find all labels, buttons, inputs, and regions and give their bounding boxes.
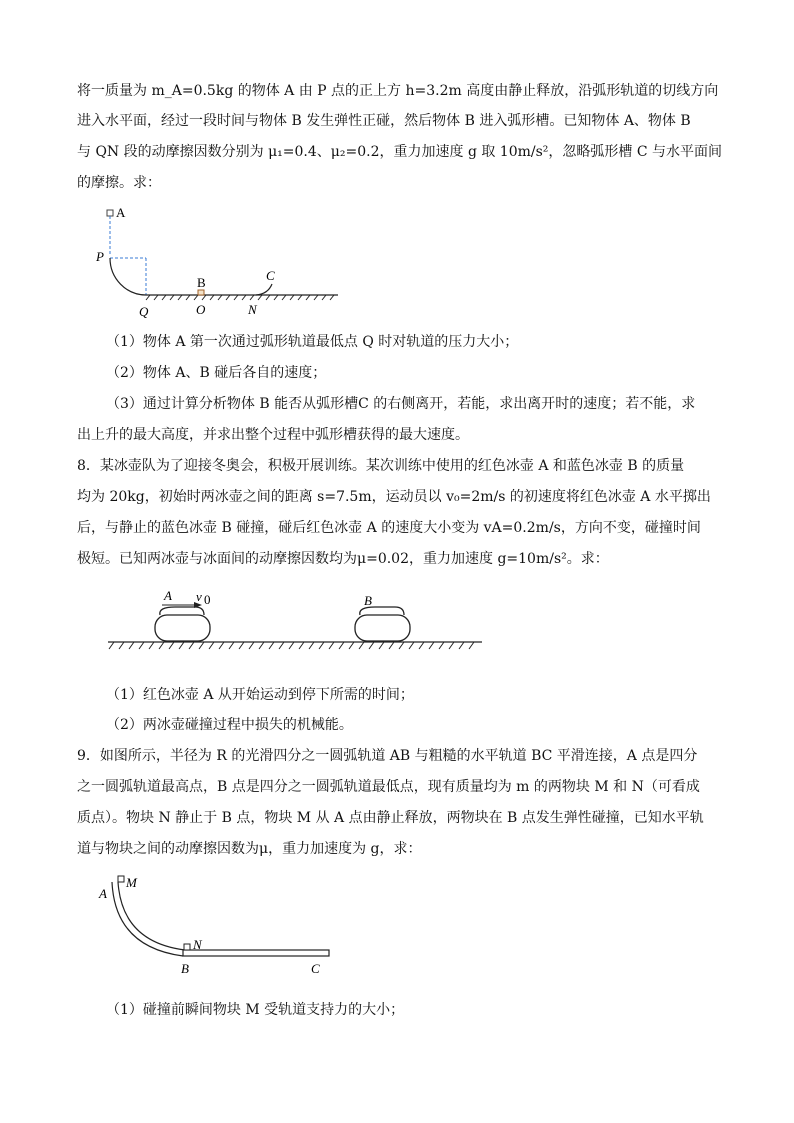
label-c: C [311,961,320,976]
horizontal-track [183,950,329,956]
stone-a-body [155,615,210,641]
problem7-diagram [88,202,348,320]
label-p: P [96,249,104,264]
problem9-figure [95,872,340,980]
problem9-line4: 道与物块之间的动摩擦因数为μ，重力加速度为 g，求： [77,841,422,857]
arc-track-outer [118,882,185,950]
problem9-question-1: （1）碰撞前瞬间物块 M 受轨道支持力的大小； [106,1002,405,1018]
problem8-line4: 极短。已知两冰壶与冰面间的动摩擦因数均为μ=0.02，重力加速度 g=10m/s²。求： [77,551,609,567]
arc-track-inner [112,882,183,956]
problem7-figure [88,202,348,320]
problem8-diagram [100,585,490,657]
problem8-figure [100,585,490,657]
problem7-question-2: （2）物体 A、B 碰后各自的速度； [106,365,327,381]
label-a: A [99,886,107,901]
block-m [118,876,124,882]
label-b: B [364,593,372,608]
problem9-line1: 9．如图所示，半径为 R 的光滑四分之一圆弧轨道 AB 与粗糙的水平轨道 BC 平滑连接，A 点是四分 [77,748,698,764]
label-a: A [164,588,172,603]
block-n [184,944,190,950]
label-o: O [196,302,206,317]
label-n: N [193,937,202,952]
stone-b-body [355,615,410,641]
ground-hatching [146,295,334,300]
label-b: B [181,961,189,976]
label-c: C [266,268,275,283]
label-m: M [126,875,137,890]
problem8-line1: 8．某冰壶队为了迎接冬奥会，积极开展训练。某次训练中使用的红色冰壶 A 和蓝色冰壶 B 的质量 [77,458,685,474]
label-q: Q [139,304,149,319]
label-v0: v [196,589,202,604]
label-n: N [248,302,257,317]
problem8-line2: 均为 20kg，初始时两冰壶之间的距离 s=7.5m，运动员以 v₀=2m/s 的初速度将红色冰壶 A 水平掷出 [77,489,711,505]
problem7-line1: 将一质量为 m_A=0.5kg 的物体 A 由 P 点的正上方 h=3.2m 高度由静止释放，沿弧形轨道的切线方向 [77,83,719,99]
arc-track [110,258,146,295]
problem8-line3: 后，与静止的蓝色冰壶 B 碰撞，碰后红色冰壶 A 的速度大小变为 vA=0.2m/s，方向不变，碰撞时间 [77,520,701,536]
problem7-line3: 与 QN 段的动摩擦因数分别为 μ₁=0.4、μ₂=0.2，重力加速度 g 取 10m/s²，忽略弧形槽 C 与水平面间 [77,144,723,160]
block-b [198,290,204,295]
stone-a-handle [160,607,204,615]
label-v0-subscript: 0 [204,592,211,607]
block-a [107,210,113,216]
ice-hatching [109,642,474,649]
label-a: A [116,205,126,220]
arc-slot-c [256,284,272,295]
problem8-question-1: （1）红色冰壶 A 从开始运动到停下所需的时间； [106,687,414,703]
problem9-line3: 质点）。物块 N 静止于 B 点，物块 M 从 A 点由静止释放，两物块在 B 点发生弹性碰撞，已知水平轨 [77,810,704,826]
problem7-question-3-line2: 出上升的最大高度，并求出整个过程中弧形槽获得的最大速度。 [77,427,469,443]
problem7-line4: 的摩擦。求： [77,175,161,191]
problem7-line2: 进入水平面，经过一段时间与物体 B 发生弹性正碰，然后物体 B 进入弧形槽。已知物体 A、物体 B [77,113,691,129]
problem7-question-1: （1）物体 A 第一次通过弧形轨道最低点 Q 时对轨道的压力大小； [106,334,519,350]
label-b: B [197,275,206,290]
problem9-diagram [95,872,340,980]
problem8-question-2: （2）两冰壶碰撞过程中损失的机械能。 [106,717,353,733]
problem7-question-3-line1: （3）通过计算分析物体 B 能否从弧形槽C 的右侧离开，若能，求出离开时的速度；若不能，求 [106,396,696,412]
problem9-line2: 之一圆弧轨道最高点，B 点是四分之一圆弧轨道最低点，现有质量均为 m 的两物块 M 和 N（可看成 [77,779,700,795]
stone-b-handle [360,607,404,615]
